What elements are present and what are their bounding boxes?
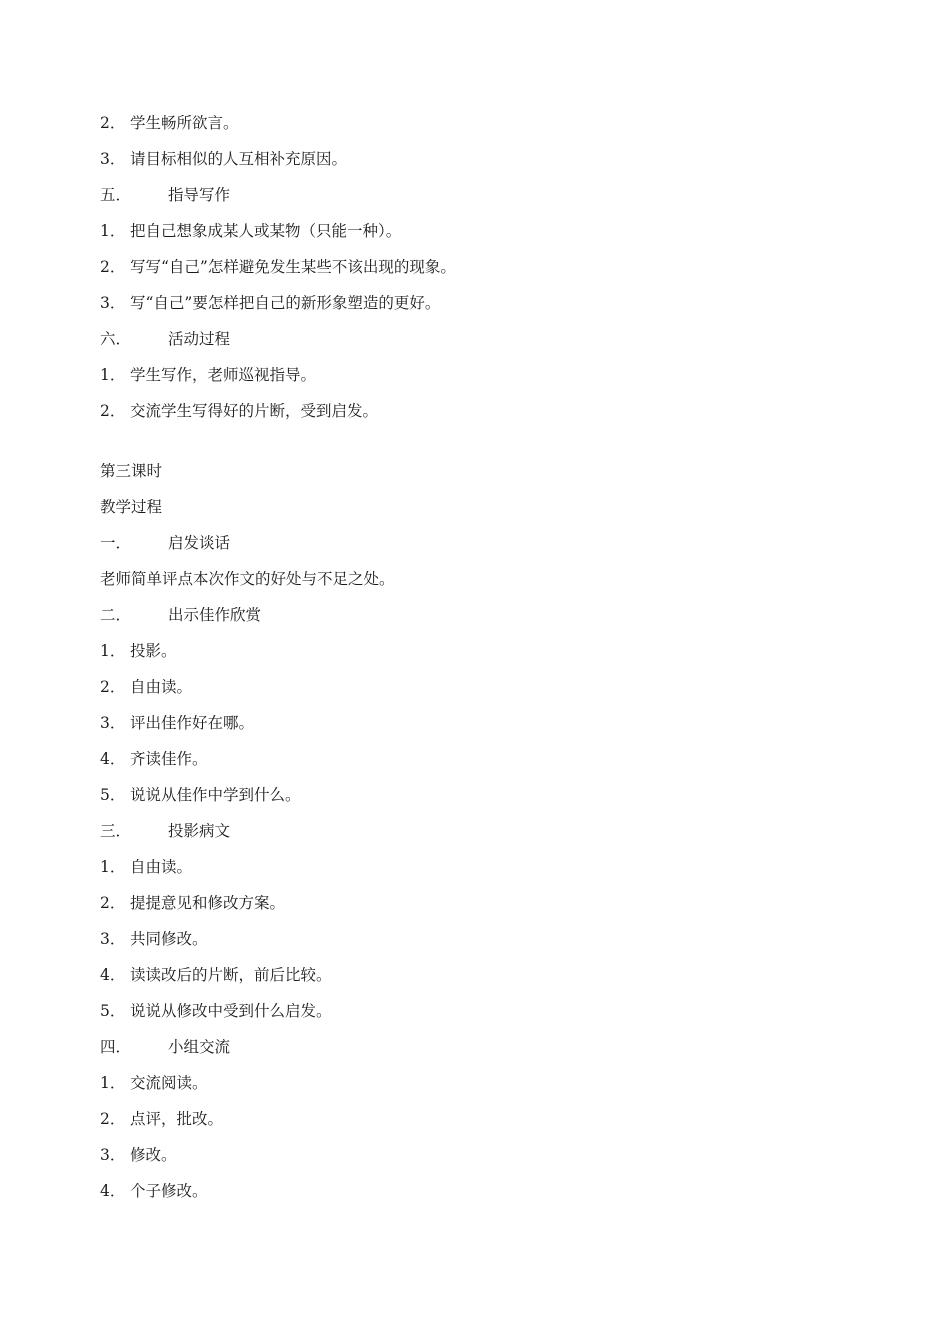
section-title: 活动过程 xyxy=(168,330,231,348)
list-item xyxy=(100,213,860,249)
section-number: 三． xyxy=(100,822,132,840)
list-text: 投影。 xyxy=(130,642,177,660)
section-heading-six xyxy=(100,321,860,357)
list-number: 1． xyxy=(100,1074,126,1092)
list-number: 3． xyxy=(100,1146,126,1164)
list-number: 2． xyxy=(100,894,126,912)
list-number: 3． xyxy=(100,930,126,948)
list-text: 写“自己”要怎样把自己的新形象塑造的更好。 xyxy=(130,294,441,312)
list-item xyxy=(100,921,860,957)
section-title: 投影病文 xyxy=(168,822,231,840)
list-text: 说说从佳作中学到什么。 xyxy=(130,786,301,804)
list-number: 1． xyxy=(100,222,126,240)
list-item xyxy=(100,885,860,921)
list-number: 1． xyxy=(100,642,126,660)
list-item xyxy=(100,1101,860,1137)
list-item xyxy=(100,357,860,393)
list-text: 说说从修改中受到什么启发。 xyxy=(130,1002,332,1020)
paragraph: 老师简单评点本次作文的好处与不足之处。 xyxy=(100,570,395,588)
list-number: 1． xyxy=(100,366,126,384)
list-number: 5． xyxy=(100,1002,126,1020)
list-text: 交流学生写得好的片断，受到启发。 xyxy=(130,402,379,420)
document-body-lesson-three xyxy=(100,453,860,1209)
list-text: 提提意见和修改方案。 xyxy=(130,894,286,912)
list-text: 请目标相似的人互相补充原因。 xyxy=(130,150,348,168)
list-item xyxy=(100,849,860,885)
list-text: 评出佳作好在哪。 xyxy=(130,714,255,732)
section-number: 一． xyxy=(100,534,132,552)
list-item xyxy=(100,249,860,285)
list-text: 点评，批改。 xyxy=(130,1110,224,1128)
list-number: 2． xyxy=(100,402,126,420)
section-title: 启发谈话 xyxy=(168,534,231,552)
list-item xyxy=(100,633,860,669)
lesson-title: 第三课时 xyxy=(100,462,163,480)
process-title: 教学过程 xyxy=(100,498,163,516)
list-item xyxy=(100,1173,860,1209)
list-item xyxy=(100,741,860,777)
list-text: 写写“自己”怎样避免发生某些不该出现的现象。 xyxy=(130,258,456,276)
list-number: 2． xyxy=(100,678,126,696)
list-number: 3． xyxy=(100,294,126,312)
list-text: 学生写作，老师巡视指导。 xyxy=(130,366,317,384)
list-number: 2． xyxy=(100,258,126,276)
list-number: 3． xyxy=(100,714,126,732)
list-item xyxy=(100,669,860,705)
list-number: 3． xyxy=(100,150,126,168)
list-number: 4． xyxy=(100,1182,126,1200)
list-number: 5． xyxy=(100,786,126,804)
section-number: 二． xyxy=(100,606,132,624)
section-title: 出示佳作欣赏 xyxy=(168,606,262,624)
list-item xyxy=(100,393,860,429)
list-text: 共同修改。 xyxy=(130,930,208,948)
list-text: 交流阅读。 xyxy=(130,1074,208,1092)
list-text: 齐读佳作。 xyxy=(130,750,208,768)
list-item xyxy=(100,993,860,1029)
list-item xyxy=(100,1065,860,1101)
section-title: 小组交流 xyxy=(168,1038,231,1056)
list-text: 读读改后的片断，前后比较。 xyxy=(130,966,332,984)
list-number: 1． xyxy=(100,858,126,876)
section-number: 六． xyxy=(100,330,132,348)
section-number: 四． xyxy=(100,1038,132,1056)
list-item xyxy=(100,777,860,813)
list-number: 4． xyxy=(100,966,126,984)
section-heading-four xyxy=(100,1029,860,1065)
document-body-top xyxy=(100,105,860,429)
list-text: 把自己想象成某人或某物（只能一种）。 xyxy=(130,222,402,240)
list-text: 个子修改。 xyxy=(130,1182,208,1200)
list-item xyxy=(100,141,860,177)
list-text: 自由读。 xyxy=(130,858,193,876)
list-item xyxy=(100,705,860,741)
section-heading-three xyxy=(100,813,860,849)
section-number: 五． xyxy=(100,186,132,204)
section-heading-five xyxy=(100,177,860,213)
section-heading-one xyxy=(100,525,860,561)
list-text: 学生畅所欲言。 xyxy=(130,114,239,132)
list-text: 修改。 xyxy=(130,1146,177,1164)
list-item xyxy=(100,1137,860,1173)
list-number: 2． xyxy=(100,1110,126,1128)
list-number: 2． xyxy=(100,114,126,132)
list-item xyxy=(100,105,860,141)
section-heading-two xyxy=(100,597,860,633)
list-item xyxy=(100,957,860,993)
list-number: 4． xyxy=(100,750,126,768)
list-text: 自由读。 xyxy=(130,678,193,696)
list-item xyxy=(100,285,860,321)
section-title: 指导写作 xyxy=(168,186,231,204)
